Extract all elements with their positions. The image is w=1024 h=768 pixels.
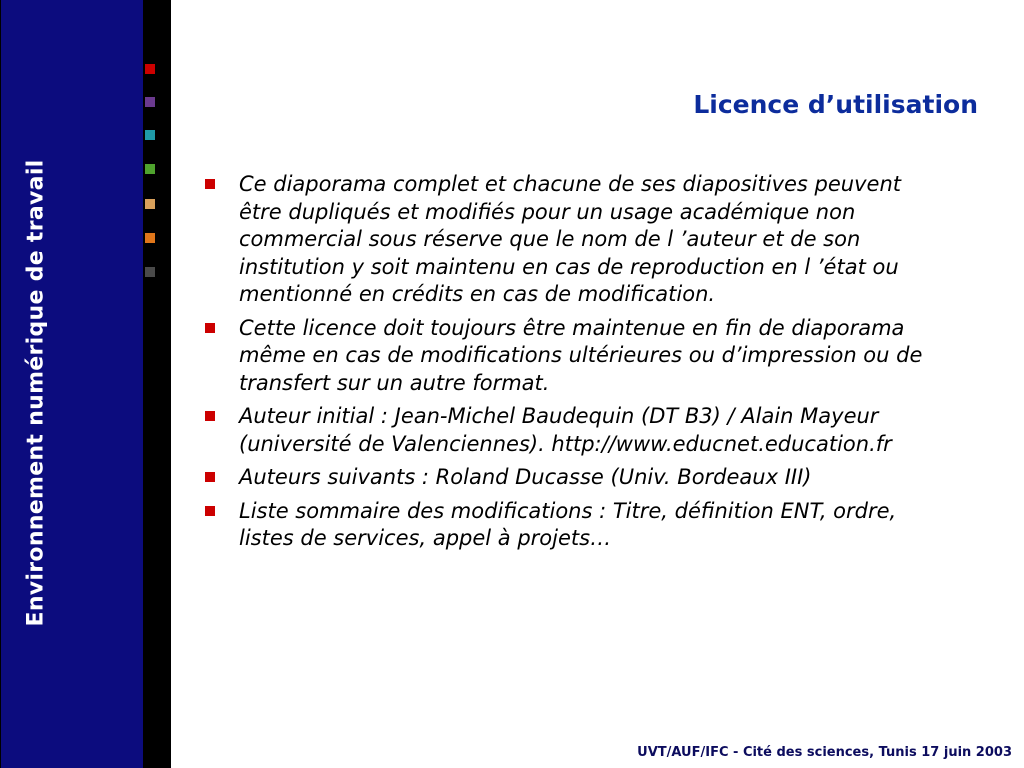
color-square-orange bbox=[145, 233, 155, 243]
bullet-item bbox=[200, 171, 945, 309]
sidebar-title: Environnement numérique de travail bbox=[23, 159, 49, 627]
bullet-square-icon bbox=[205, 472, 215, 482]
bullet-list bbox=[200, 171, 945, 559]
sidebar bbox=[0, 0, 143, 768]
bullet-square-icon bbox=[205, 411, 215, 421]
footer: UVT/AUF/IFC - Cité des sciences, Tunis 17 juin 2003 bbox=[637, 745, 1012, 760]
color-square-green bbox=[145, 164, 155, 174]
black-band bbox=[143, 0, 171, 768]
color-square-tan bbox=[145, 199, 155, 209]
slide-title: Licence d’utilisation bbox=[693, 90, 978, 119]
bullet-item bbox=[200, 464, 945, 492]
color-square-gray bbox=[145, 267, 155, 277]
bullet-text: Auteur initial : Jean-Michel Baudequin (DT B3) / Alain Mayeur (université de Valenciennes). http://www.educnet.education.fr bbox=[239, 404, 892, 456]
bullet-text: Cette licence doit toujours être maintenue en fin de diaporama même en cas de modifications ultérieures ou d’impression ou de transfert sur un autre format. bbox=[239, 315, 923, 395]
color-square-teal bbox=[145, 130, 155, 140]
bullet-item bbox=[200, 403, 945, 458]
bullet-text: Ce diaporama complet et chacune de ses diapositives peuvent être dupliqués et modifiés pour un usage académique non commercial sous réserve que le nom de l ’auteur et de son institution y soit maintenu en cas de reproduction en l ’état ou mentionné en crédits en cas de modification. bbox=[239, 172, 902, 306]
bullet-square-icon bbox=[205, 179, 215, 189]
color-square-purple bbox=[145, 97, 155, 107]
color-square-red bbox=[145, 64, 155, 74]
bullet-square-icon bbox=[205, 506, 215, 516]
bullet-text: Liste sommaire des modifications : Titre, définition ENT, ordre, listes de services, appel à projets… bbox=[239, 498, 897, 550]
bullet-square-icon bbox=[205, 323, 215, 333]
bullet-text: Auteurs suivants : Roland Ducasse (Univ. Bordeaux III) bbox=[239, 465, 812, 489]
bullet-item bbox=[200, 498, 945, 553]
bullet-item bbox=[200, 315, 945, 398]
